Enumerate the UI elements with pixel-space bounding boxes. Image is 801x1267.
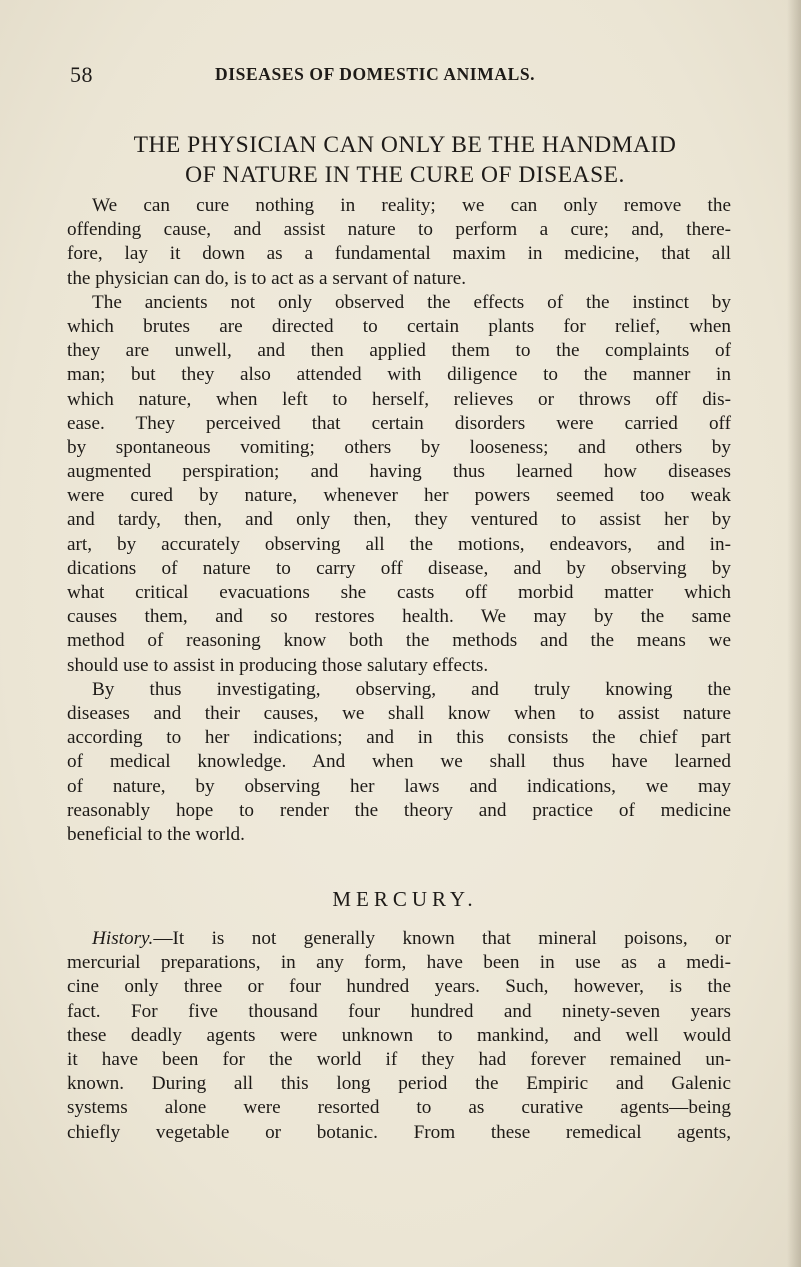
page-edge-shadow bbox=[787, 0, 801, 1267]
text-line: method of reasoning know both the methods and the means we bbox=[67, 630, 731, 652]
page-number: 58 bbox=[70, 62, 93, 87]
text-line: dications of nature to carry off disease, and by observing by bbox=[67, 557, 731, 579]
text-line: what critical evacuations she casts off morbid matter which bbox=[67, 582, 731, 603]
text-line: beneficial to the world. bbox=[67, 823, 245, 845]
text-line: augmented perspiration; and having thus learned how diseases bbox=[67, 461, 731, 483]
text-line: according to her indications; and in this consists the chief part bbox=[67, 727, 731, 749]
page-header bbox=[70, 62, 730, 92]
text-line: chiefly vegetable or botanic. From these remedical agents, bbox=[67, 1121, 731, 1143]
text-line: which nature, when left to herself, relieves or throws off dis- bbox=[67, 388, 731, 410]
mercury-body bbox=[67, 927, 731, 1145]
text-line: which brutes are directed to certain plants for relief, when bbox=[67, 315, 731, 337]
text-line: By thus investigating, observing, and truly knowing the bbox=[92, 678, 731, 700]
text-line: these deadly agents were unknown to mankind, and well would bbox=[67, 1024, 731, 1046]
text-line: fore, lay it down as a fundamental maxim in medicine, that all bbox=[67, 243, 731, 265]
text-line: causes them, and so restores health. We may by the same bbox=[67, 606, 731, 628]
text-line: reasonably hope to render the theory and practice of medicine bbox=[67, 799, 731, 821]
text-line: by spontaneous vomiting; others by looseness; and others by bbox=[67, 436, 731, 458]
text-line bbox=[67, 927, 731, 951]
text-line-rest: —It is not generally known that mineral poisons, or bbox=[153, 928, 731, 949]
text-line: were cured by nature, whenever her powers seemed too weak bbox=[67, 485, 731, 507]
section-title-line: THE PHYSICIAN CAN ONLY BE THE HANDMAID bbox=[133, 132, 677, 158]
text-line: The ancients not only observed the effects of the instinct by bbox=[92, 291, 731, 313]
text-line: known. During all this long period the Empiric and Galenic bbox=[67, 1073, 731, 1095]
text-line: of medical knowledge. And when we shall thus have learned bbox=[67, 751, 731, 773]
section-title bbox=[60, 130, 750, 190]
text-line: man; but they also attended with diligence to the manner in bbox=[67, 364, 731, 386]
text-line: fact. For five thousand four hundred and ninety-seven years bbox=[67, 1000, 731, 1022]
text-line: systems alone were resorted to as curative agents—being bbox=[67, 1097, 731, 1119]
text-line: ease. They perceived that certain disorders were carried off bbox=[67, 412, 731, 434]
mercury-heading: MERCURY. bbox=[332, 887, 478, 911]
text-line: they are unwell, and then applied them to the complaints of bbox=[67, 340, 731, 362]
text-line: art, by accurately observing all the motions, endeavors, and in- bbox=[67, 533, 731, 555]
text-line: cine only three or four hundred years. Such, however, is the bbox=[67, 976, 731, 998]
text-line: it have been for the world if they had forever remained un- bbox=[67, 1048, 731, 1070]
text-line: mercurial preparations, in any form, have been in use as a medi- bbox=[67, 952, 731, 974]
history-lead: History. bbox=[92, 928, 154, 949]
section-body bbox=[67, 194, 731, 847]
text-line: offending cause, and assist nature to perform a cure; and, there- bbox=[67, 219, 731, 241]
text-line: diseases and their causes, we shall know when to assist nature bbox=[67, 702, 731, 724]
text-line: We can cure nothing in reality; we can only remove the bbox=[92, 195, 731, 216]
text-line: and tardy, then, and only then, they ventured to assist her by bbox=[67, 509, 731, 531]
text-line: should use to assist in producing those salutary effects. bbox=[67, 654, 489, 676]
section-title-line: OF NATURE IN THE CURE OF DISEASE. bbox=[185, 162, 625, 188]
text-line: the physician can do, is to act as a servant of nature. bbox=[67, 267, 467, 289]
text-line: of nature, by observing her laws and indications, we may bbox=[67, 775, 731, 797]
running-title: DISEASES OF DOMESTIC ANIMALS. bbox=[215, 64, 536, 84]
